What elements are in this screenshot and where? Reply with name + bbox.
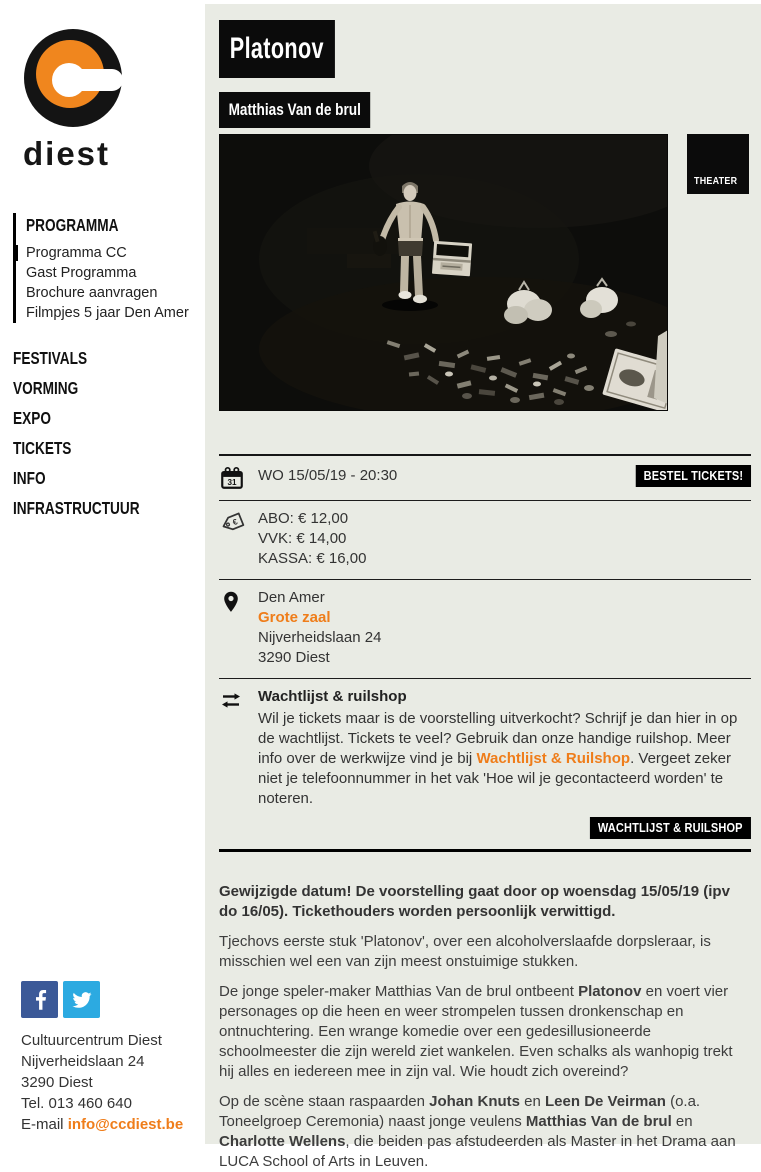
address-line: Cultuurcentrum Diest: [21, 1032, 162, 1049]
notice-paragraph: Gewijzigde datum! De voorstelling gaat door op woensdag 15/05/19 (ipv do 16/05). Tickethouders worden persoonlijk verwittigd.: [219, 883, 730, 920]
beer-crate: [432, 241, 472, 277]
email-link[interactable]: info@ccdiest.be: [67, 1116, 184, 1133]
subnav-filmpjes[interactable]: Filmpjes 5 jaar Den Amer: [26, 305, 189, 321]
nav-item-festivals[interactable]: FESTIVALS: [13, 348, 88, 368]
nav-item-info[interactable]: INFO: [13, 468, 46, 488]
sidebar: [0, 0, 205, 1144]
date-row: [219, 456, 751, 501]
cc-diest-logo-mark: [23, 28, 123, 128]
waitlist-heading: Wachtlijst & ruilshop: [258, 688, 407, 705]
waitlist-button[interactable]: WACHTLIJST & RUILSHOP: [590, 817, 751, 839]
cc-diest-logo[interactable]: [23, 28, 123, 171]
svg-text:31: 31: [227, 478, 237, 488]
event-date: WO 15/05/19 - 20:30: [258, 467, 398, 484]
location-row: [219, 580, 751, 679]
social-links: [21, 981, 100, 1018]
price-abo: ABO: € 12,00: [258, 510, 349, 527]
price-kassa: KASSA: € 16,00: [258, 550, 367, 567]
address-line: Nijverheidslaan 24: [21, 1053, 145, 1070]
prices-row: [219, 501, 751, 580]
waitlist-row: [219, 679, 751, 852]
event-description: [219, 882, 751, 1172]
waitlist-text: Wil je tickets maar is de voorstelling uitverkocht? Schrijf je dan hier in op de wachtlijst. Tickets te veel? Gebruik dan onze handige ruilshop. Meer info over de werkwijze vind je bij Wachtlijst & Ruilshop. Vergeet zeker niet je telefoonnummer in het vak 'Hoe wil je gecontacteerd worden' te noteren.: [258, 710, 738, 807]
footer-contact: [21, 1093, 183, 1135]
nav-item-programma[interactable]: PROGRAMMA: [26, 215, 119, 235]
event-subtitle-box: [219, 92, 370, 128]
inline-link[interactable]: Wachtlijst & Ruilshop: [476, 750, 631, 767]
nav-item-tickets[interactable]: TICKETS: [13, 438, 72, 458]
paragraph: De jonge speler-maker Matthias Van de brul ontbeent Platonov en voert vier personages op die heen en weer strompelen tussen dronkenschap en ontnuchtering. Een wrange komedie over een gedesillusioneerde schoolmeester die zijn wereld ziet wankelen. Even schalks als wanhopig trekt hij alles en iedereen mee in zijn val. Wie houdt zich overeind?: [219, 983, 733, 1080]
venue-hall-link[interactable]: Grote zaal: [258, 609, 331, 626]
paragraph: Op de scène staan raspaarden Johan Knuts en Leen De Veirman (o.a. Toneelgroep Ceremonia) naast jonge veulens Matthias Van de brul en Charlotte Wellens, die beiden pas afstudeerden als Master in het Drama aan LUCA School of Arts in Leuven.: [219, 1093, 736, 1170]
paragraph: Tjechovs eerste stuk 'Platonov', over een alcoholverslaafde dorpsleraar, is misschien wel een van zijn meest onstuimige stukken.: [219, 933, 711, 970]
main-navigation: [13, 213, 195, 523]
email-label: E-mail: [21, 1116, 64, 1133]
address-line: 3290 Diest: [21, 1074, 93, 1091]
swap-arrows-icon: [219, 687, 258, 809]
event-info-block: [219, 454, 751, 852]
nav-item-infrastructuur[interactable]: INFRASTRUCTUUR: [13, 498, 140, 518]
venue-city: 3290 Diest: [258, 649, 330, 666]
price-tag-icon: [219, 509, 258, 569]
footer-address: [21, 1030, 162, 1093]
facebook-icon[interactable]: [21, 981, 58, 1018]
main-content-area: [205, 4, 761, 1170]
venue-name: Den Amer: [258, 589, 325, 606]
subnav-programma-cc[interactable]: Programma CC: [26, 243, 195, 263]
brand-wordmark: diest: [23, 135, 111, 172]
nav-item-vorming[interactable]: VORMING: [13, 378, 79, 398]
nav-group-programma: [13, 213, 195, 323]
subnav-gast-programma[interactable]: Gast Programma: [26, 265, 137, 281]
phone-number: Tel. 013 460 640: [21, 1095, 132, 1112]
calendar-icon: [219, 463, 258, 491]
venue-street: Nijverheidslaan 24: [258, 629, 382, 646]
map-pin-icon: [219, 588, 258, 668]
event-company: Matthias Van de brul: [228, 100, 361, 119]
category-badge-label: THEATER: [694, 175, 738, 187]
category-badge[interactable]: [687, 134, 749, 194]
twitter-icon[interactable]: [63, 981, 100, 1018]
event-title-box: [219, 20, 335, 78]
page-title: Platonov: [229, 32, 324, 65]
subnav-brochure-aanvragen[interactable]: Brochure aanvragen: [26, 285, 158, 301]
nav-item-expo[interactable]: EXPO: [13, 408, 51, 428]
event-photo: [219, 134, 668, 411]
order-tickets-button[interactable]: BESTEL TICKETS!: [636, 465, 751, 487]
svg-text:€: €: [231, 517, 239, 528]
price-vvk: VVK: € 14,00: [258, 530, 347, 547]
